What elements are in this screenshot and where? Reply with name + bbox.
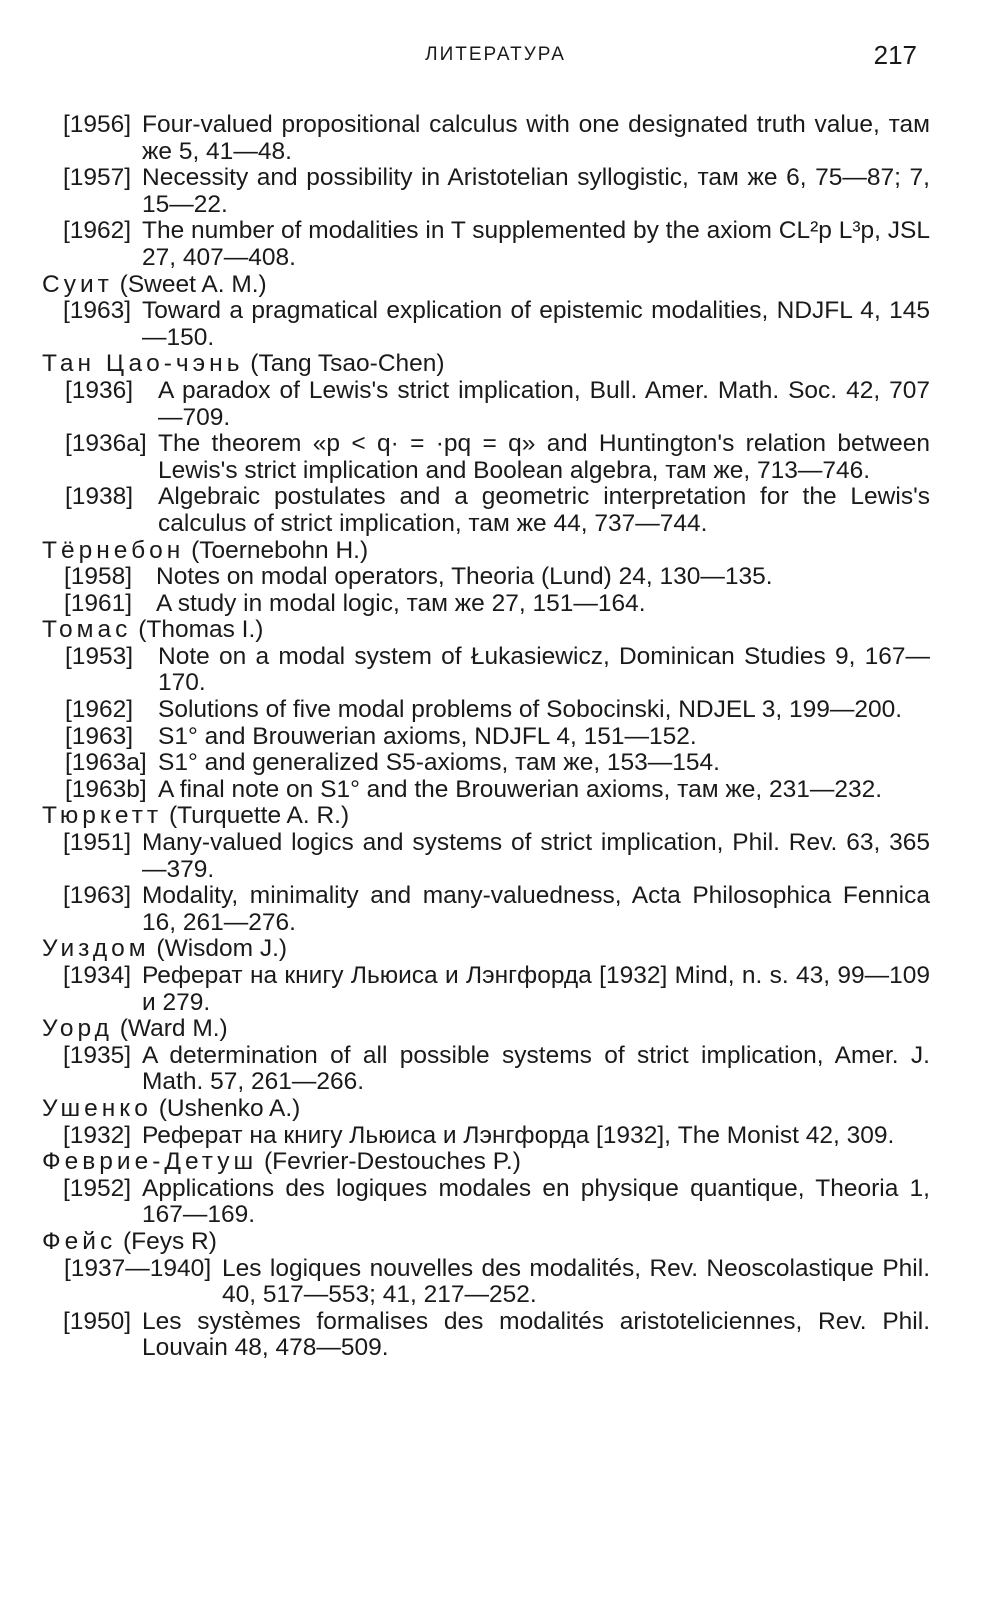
reference-entry [30,1256,930,1309]
reference-year: [1962] [63,217,132,245]
reference-year: [1938] [65,483,134,511]
author-heading [30,803,930,830]
author-name-ru: Суит [42,270,113,298]
reference-year: [1950] [63,1307,132,1335]
reference-year: [1963] [63,297,132,325]
author-heading [30,272,930,299]
reference-text: Four-valued propositional calculus with one designated truth value, там же 5, 41—48. [142,111,930,165]
reference-entry [30,697,930,724]
reference-text: Toward a pragmatical explication of epistemic modalities, NDJFL 4, 145—150. [142,297,930,351]
reference-text: Note on a modal system of Łukasiewicz, Dominican Studies 9, 167—170. [158,642,930,697]
reference-text: Реферат на книгу Льюиса и Лэнгфорда [1932], The Monist 42, 309. [142,1121,895,1149]
author-name-ru: Уиздом [42,935,150,963]
author-heading [30,538,930,565]
reference-year: [1962] [65,696,134,724]
page-header [0,40,991,80]
author-name-latin: (Ushenko A.) [158,1094,301,1122]
bibliography-list [30,112,930,1362]
reference-text: Les systèmes formalises des modalités aristoteliciennes, Rev. Phil. Louvain 48, 478—509. [142,1307,930,1362]
author-name-latin: (Turquette A. R.) [168,802,350,830]
reference-text: Algebraic postulates and a geometric interpretation for the Lewis's calculus of strict implication, там же 44, 737—744. [158,483,930,537]
author-heading [30,617,930,644]
author-name-ru: Тёрнебон [42,536,185,564]
reference-year: [1958] [64,563,133,591]
author-heading [30,1149,930,1176]
reference-year: [1961] [64,589,133,617]
reference-entry [30,1123,930,1150]
author-name-latin: (Feys R) [123,1227,217,1255]
reference-entry [30,165,930,218]
reference-text: The number of modalities in T supplemented by the axiom CL²p L³p, JSL 27, 407—408. [142,217,930,271]
author-heading [30,351,930,378]
author-heading [30,936,930,963]
reference-text: A determination of all possible systems of strict implication, Amer. J. Math. 57, 261—266. [142,1041,930,1096]
reference-entry [30,591,930,618]
author-name-ru: Уорд [42,1015,113,1043]
reference-text: A study in modal logic, там же 27, 151—164. [156,589,646,617]
reference-entry [30,963,930,1016]
reference-entry [30,1043,930,1096]
reference-year: [1963] [63,882,132,910]
reference-year: [1937—1940] [64,1254,212,1282]
reference-entry [30,830,930,883]
reference-text: Many-valued logics and systems of strict implication, Phil. Rev. 63, 365—379. [142,829,930,883]
reference-entry [30,777,930,804]
reference-text: Modality, minimality and many-valuedness, Acta Philosophica Fennica 16, 261—276. [142,882,930,936]
reference-year: [1932] [63,1121,132,1149]
reference-text: Applications des logiques modales en physique quantique, Theoria 1, 167—169. [142,1174,930,1229]
reference-entry [30,431,930,484]
page-number: 217 [873,40,917,70]
reference-text: Реферат на книгу Льюиса и Лэнгфорда [1932] Mind, n. s. 43, 99—109 и 279. [142,962,930,1016]
author-heading [30,1229,930,1256]
author-name-ru: Ушенко [42,1094,152,1122]
author-name-latin: (Toernebohn H.) [191,536,369,564]
reference-year: [1935] [63,1041,132,1069]
reference-text: S1° and generalized S5-axioms, там же, 153—154. [158,749,720,777]
author-name-ru: Феврие-Детуш [42,1148,258,1176]
reference-year: [1951] [63,829,132,857]
reference-entry [30,1176,930,1229]
reference-entry [30,1309,930,1362]
author-name-latin: (Ward M.) [119,1015,228,1043]
running-title: ЛИТЕРАТУРА [425,44,566,65]
reference-entry [30,484,930,537]
reference-year: [1953] [65,642,134,670]
reference-text: The theorem «p < q· = ·pq = q» and Huntington's relation between Lewis's strict implication and Boolean algebra, там же, 713—746. [158,430,930,484]
author-name-ru: Тюркетт [42,802,163,830]
reference-entry [30,750,930,777]
reference-text: A final note on S1° and the Brouwerian axioms, там же, 231—232. [158,775,883,803]
reference-entry [30,298,930,351]
reference-year: [1934] [63,962,132,989]
reference-entry [30,218,930,271]
author-name-latin: (Wisdom J.) [156,935,288,963]
author-name-latin: (Thomas I.) [138,616,264,644]
reference-text: A paradox of Lewis's strict implication, Bull. Amer. Math. Soc. 42, 707—709. [158,376,930,431]
reference-text: Necessity and possibility in Aristotelian syllogistic, там же 6, 75—87; 7, 15—22. [142,164,930,218]
reference-entry [30,883,930,936]
reference-entry [30,564,930,591]
author-name-latin: (Fevrier-Destouches P.) [263,1148,521,1176]
reference-text: Solutions of five modal problems of Sobocinski, NDJEL 3, 199—200. [158,696,903,724]
reference-entry [30,644,930,697]
reference-entry [30,378,930,431]
author-name-latin: (Tang Tsao-Chen) [250,350,445,378]
reference-entry [30,724,930,751]
reference-year: [1963b] [65,775,147,803]
reference-text: Notes on modal operators, Theoria (Lund) 24, 130—135. [156,563,773,591]
reference-text: S1° and Brouwerian axioms, NDJFL 4, 151—152. [158,722,697,750]
author-heading [30,1016,930,1043]
reference-year: [1963a] [65,749,147,777]
author-name-ru: Тан Цао-чэнь [42,350,244,378]
author-name-latin: (Sweet A. M.) [119,270,267,298]
reference-entry [30,112,930,165]
reference-year: [1952] [63,1174,132,1202]
reference-year: [1936] [65,376,134,404]
author-heading [30,1096,930,1123]
reference-year: [1956] [63,111,132,138]
reference-year: [1957] [63,164,132,192]
reference-text: Les logiques nouvelles des modalités, Rev. Neoscolastique Phil. 40, 517—553; 41, 217—252. [222,1254,930,1309]
reference-year: [1963] [65,722,134,750]
author-name-ru: Фейс [42,1227,117,1255]
author-name-ru: Томас [42,616,132,644]
reference-year: [1936a] [65,430,147,458]
